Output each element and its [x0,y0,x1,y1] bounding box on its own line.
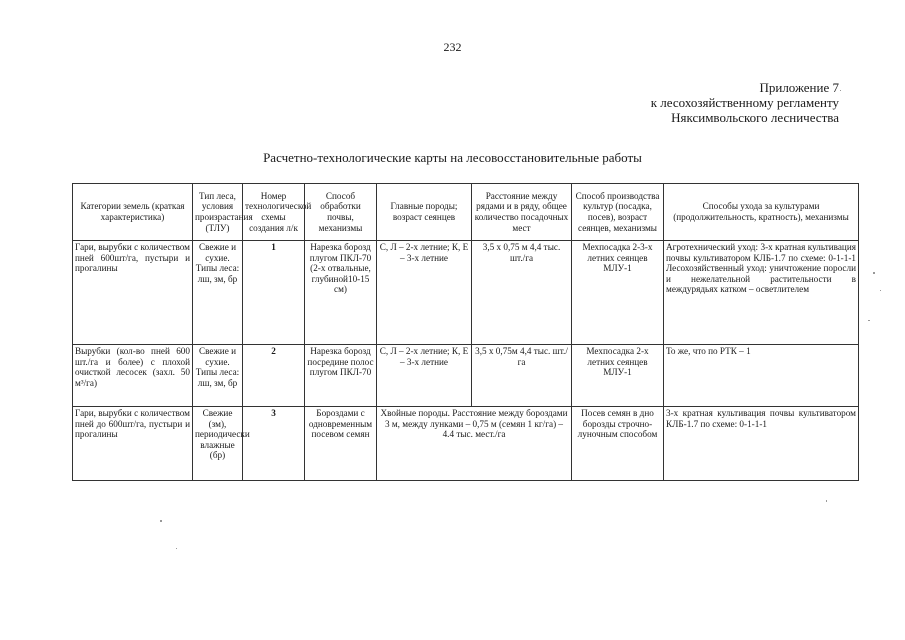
header-species: Главные породы; возраст сеянцев [377,184,472,241]
cell-spacing: 3,5 х 0,75м 4,4 тыс. шт./га [472,345,572,407]
scan-speck [826,500,827,502]
header-row [73,184,859,241]
cell-category: Гари, вырубки с количеством пней до 600шт/га, пустыри и прогалины [73,407,193,481]
cell-method: Мехпосадка 2-3-х летних сеянцев МЛУ-1 [572,241,664,345]
technology-cards-table [72,183,859,481]
cell-method: Мехпосадка 2-х летних сеянцев МЛУ-1 [572,345,664,407]
scan-speck [880,290,881,291]
cell-soil: Нарезка борозд посредине полос плугом ПКЛ-70 [305,345,377,407]
table-row [73,345,859,407]
cell-care: То же, что по РТК – 1 [664,345,859,407]
cell-soil: Нарезка борозд плугом ПКЛ-70 (2-х отвальные, глубиной10-15 см) [305,241,377,345]
cell-scheme: 3 [243,407,305,481]
appendix-line-3: Няксимвольского лесничества [671,110,839,125]
cell-species: С, Л – 2-х летние; К, Е – 3-х летние [377,241,472,345]
header-care: Способы ухода за культурами (продолжительность, кратность), механизмы [664,184,859,241]
cell-soil: Бороздами с одновременным посевом семян [305,407,377,481]
cell-species-spacing: Хвойные породы. Расстояние между бороздами 3 м, между лунками – 0,75 м (семян 1 кг/га) – 4.4 тыс. мест./га [377,407,572,481]
header-category: Категории земель (краткая характеристика) [73,184,193,241]
cell-forest-type: Свежие и сухие. Типы леса: лш, зм, бр [193,345,243,407]
scan-speck [176,548,177,549]
cell-spacing: 3,5 х 0,75 м 4,4 тыс. шт./га [472,241,572,345]
scan-speck [160,520,162,522]
header-soil: Способ обработки почвы, механизмы [305,184,377,241]
cell-species: С, Л – 2-х летние; К, Е – 3-х летние [377,345,472,407]
document-title: Расчетно-технологические карты на лесовосстановительные работы [263,150,642,165]
table-row [73,241,859,345]
cell-method: Посев семян в дно борозды строчно-луночным способом [572,407,664,481]
header-scheme: Номер технологической схемы создания л/к [243,184,305,241]
scan-speck [873,272,875,274]
page-number: 232 [443,40,462,54]
cell-forest-type: Свежие и сухие. Типы леса: лш, зм, бр [193,241,243,345]
cell-care: Агротехнический уход: 3-х кратная культивация почвы культиватором КЛБ-1.7 по схеме: 0-1-1-1 Лесохозяйственный уход: уничтожение поросли и нежелательной растительности в междурядьях катком – осветлителем [664,241,859,345]
cell-scheme: 1 [243,241,305,345]
scan-speck [840,90,841,91]
header-spacing: Расстояние между рядами и в ряду, общее количество посадочных мест [472,184,572,241]
header-forest-type: Тип леса, условия произрастания (ТЛУ) [193,184,243,241]
cell-forest-type: Свежие (зм), периодически влажные (бр) [193,407,243,481]
scan-speck [868,320,870,321]
appendix-line-1: Приложение 7 [759,80,839,95]
appendix-line-2: к лесохозяйственному регламенту [650,95,839,110]
cell-category: Вырубки (кол-во пней 600 шт./га и более) с плохой очисткой лесосек (захл. 50 м³/га) [73,345,193,407]
cell-care: 3-х кратная культивация почвы культиватором КЛБ-1.7 по схеме: 0-1-1-1 [664,407,859,481]
table-row [73,407,859,481]
header-method: Способ производства культур (посадка, посев), возраст сеянцев, механизмы [572,184,664,241]
cell-scheme: 2 [243,345,305,407]
appendix-header [651,80,839,125]
cell-category: Гари, вырубки с количеством пней 600шт/га, пустыри и прогалины [73,241,193,345]
